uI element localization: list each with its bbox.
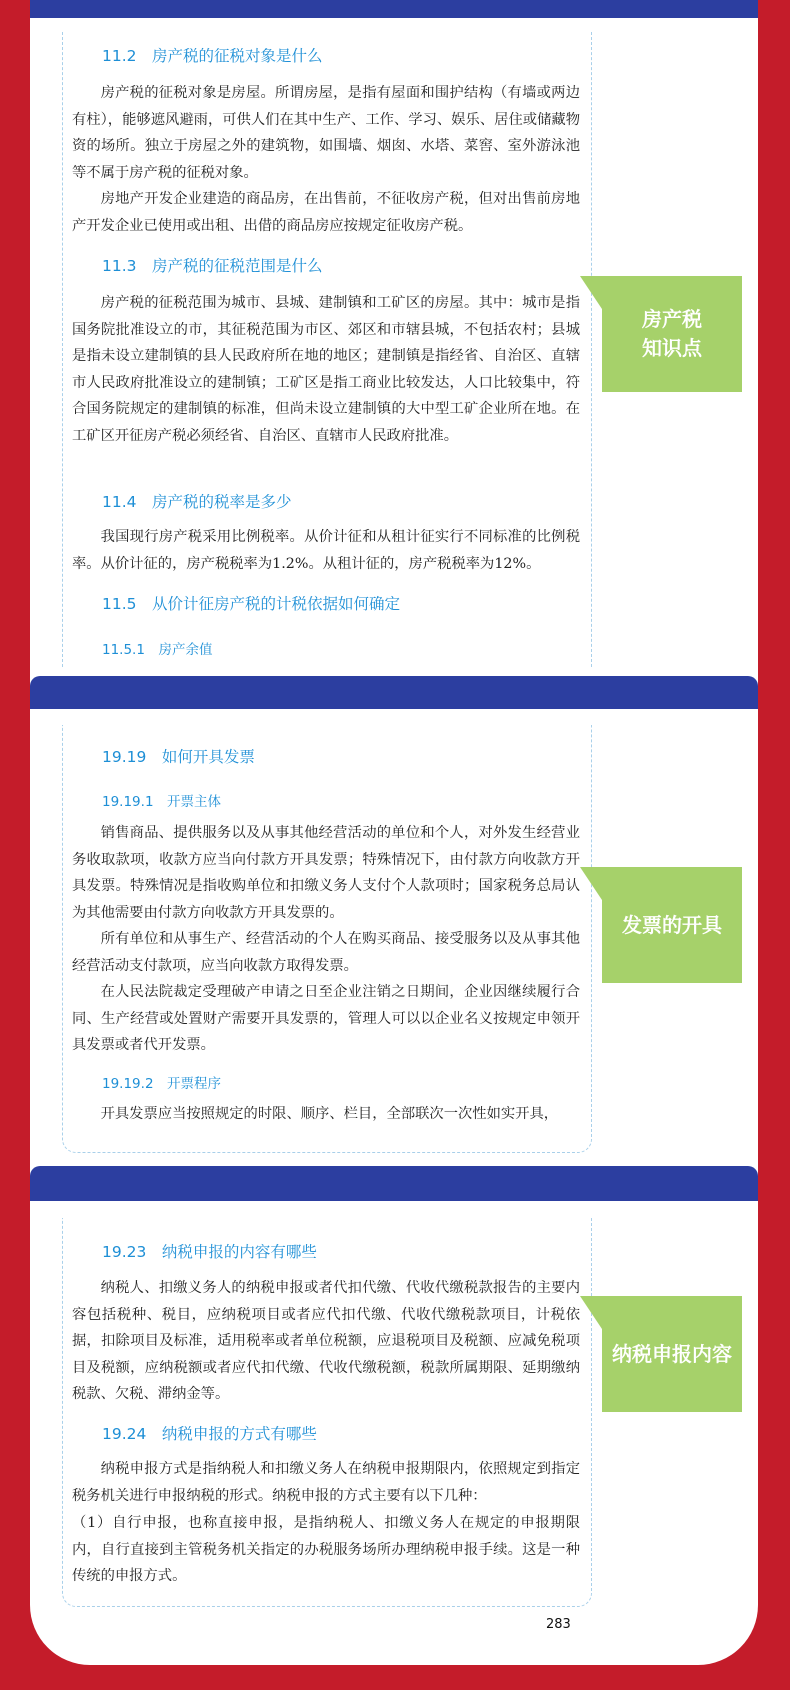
tab-label-box <box>602 867 742 983</box>
paragraph-11-2-a: 房产税的征税对象是房屋。所谓房屋，是指有屋面和围护结构（有墙或两边有柱），能够遮风避雨，可供人们在其中生产、工作、学习、娱乐、居住或储藏物资的场所。独立于房屋之外的建筑物，如围墙、烟囱、水塔、菜窖、室外游泳池等不属于房产税的征税对象。 <box>72 85 580 181</box>
paragraph-11-4: 我国现行房产税采用比例税率。从价计征和从租计征实行不同标准的比例税率。从价计征的，房产税税率为1.2%。从租计征的，房产税税率为12%。 <box>72 529 580 572</box>
heading-19-24: 19.24 纳税申报的方式有哪些 <box>102 1425 317 1443</box>
paragraph-19-24-b: （1）自行申报，也称直接申报，是指纳税人、扣缴义务人在规定的申报期限内，自行直接到主管税务机关指定的办税服务场所办理纳税申报手续。这是一种传统的申报方式。 <box>72 1515 580 1585</box>
tab-label-box <box>602 276 742 392</box>
section-divider-bar-2 <box>30 1166 758 1201</box>
heading-11-3: 11.3 房产税的征税范围是什么 <box>102 257 323 275</box>
topic-tab-invoice <box>580 867 742 983</box>
tab-label-box <box>602 1296 742 1412</box>
topic-tab-property-tax <box>580 276 742 392</box>
page-number: 283 <box>546 1617 571 1632</box>
top-blue-bar <box>30 0 758 18</box>
heading-19-23: 19.23 纳税申报的内容有哪些 <box>102 1243 317 1261</box>
tab-label-line-2: 知识点 <box>642 336 702 360</box>
heading-11-5-1: 11.5.1 房产余值 <box>102 642 213 658</box>
heading-19-19: 19.19 如何开具发票 <box>102 748 255 766</box>
tab-pointer <box>580 1296 604 1332</box>
tab-label: 纳税申报内容 <box>612 1341 732 1366</box>
paragraph-11-3: 房产税的征税范围为城市、县城、建制镇和工矿区的房屋。其中：城市是指国务院批准设立的市，其征税范围为市区、郊区和市辖县城，不包括农村；县城是指未设立建制镇的县人民政府所在地的地区；建制镇是指经省、自治区、直辖市人民政府批准设立的建制镇；工矿区是指工商业比较发达，人口比较集中，符合国务院规定的建制镇的标准，但尚未设立建制镇的大中型工矿企业所在地。在工矿区开征房产税必须经省、自治区、直辖市人民政府批准。 <box>72 295 580 444</box>
heading-11-2: 11.2 房产税的征税对象是什么 <box>102 47 323 65</box>
heading-19-19-2: 19.19.2 开票程序 <box>102 1076 222 1092</box>
topic-tab-tax-filing <box>580 1296 742 1412</box>
paragraph-19-19-c: 在人民法院裁定受理破产申请之日至企业注销之日期间，企业因继续履行合同、生产经营或处置财产需要开具发票的，管理人可以以企业名义按规定申领开具发票或者代开发票。 <box>72 984 580 1054</box>
paragraph-19-19-d: 开具发票应当按照规定的时限、顺序、栏目，全部联次一次性如实开具， <box>100 1106 559 1122</box>
tab-label: 发票的开具 <box>622 912 722 937</box>
tab-pointer <box>580 867 604 903</box>
tab-label-line-1: 房产税 <box>642 307 702 331</box>
paragraph-19-24-a: 纳税申报方式是指纳税人和扣缴义务人在纳税申报期限内，依照规定到指定税务机关进行申报纳税的形式。纳税申报的方式主要有以下几种： <box>72 1461 580 1504</box>
paragraph-11-2-b: 房地产开发企业建造的商品房，在出售前，不征收房产税，但对出售前房地产开发企业已使用或出租、出借的商品房应按规定征收房产税。 <box>72 191 580 234</box>
heading-11-4: 11.4 房产税的税率是多少 <box>102 493 292 511</box>
heading-19-19-1: 19.19.1 开票主体 <box>102 794 222 810</box>
paragraph-19-19-a: 销售商品、提供服务以及从事其他经营活动的单位和个人，对外发生经营业务收取款项，收款方应当向付款方开具发票；特殊情况下，由付款方向收款方开具发票。特殊情况是指收购单位和扣缴义务人支付个人款项时；国家税务总局认为其他需要由付款方向收款方开具发票的。 <box>72 825 580 921</box>
paragraph-19-19-b: 所有单位和从事生产、经营活动的个人在购买商品、接受服务以及从事其他经营活动支付款项，应当向收款方取得发票。 <box>72 931 580 974</box>
section-divider-bar-1 <box>30 676 758 709</box>
heading-11-5: 11.5 从价计征房产税的计税依据如何确定 <box>102 595 401 613</box>
tab-pointer <box>580 276 604 312</box>
paragraph-19-23: 纳税人、扣缴义务人的纳税申报或者代扣代缴、代收代缴税款报告的主要内容包括税种、税目，应纳税项目或者应代扣代缴、代收代缴税款项目，计税依据，扣除项目及标准，适用税率或者单位税额，应退税项目及税额、应减免税项目及税额，应纳税额或者应代扣代缴、代收代缴税额，税款所属期限、延期缴纳税款、欠税、滞纳金等。 <box>72 1280 580 1403</box>
